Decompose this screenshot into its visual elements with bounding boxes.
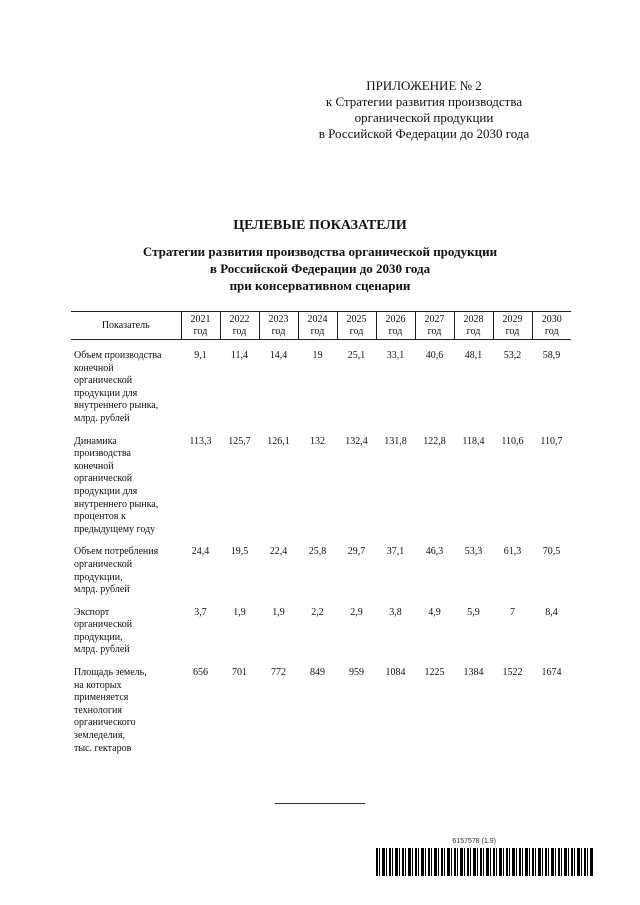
row-spacer-cell [71,426,571,436]
indicator-label-line: Динамика [74,435,117,447]
header-year-number: 2029 [502,314,523,325]
indicator-label-line: земледелия, [74,730,125,742]
header-year-word: год [232,326,247,337]
header-indicator: Показатель [71,312,181,340]
value-cell: 25,1 [347,350,366,361]
header-year-word: год [310,326,325,337]
value-cell: 53,2 [503,350,522,361]
value-cell: 53,3 [464,546,483,558]
header-year [259,312,298,340]
row-spacer-cell [71,536,571,546]
document-title: ЦЕЛЕВЫЕ ПОКАЗАТЕЛИ [233,218,407,233]
indicator-label [71,350,181,426]
header-year-word: год [466,326,481,337]
value-cell: 959 [349,667,364,679]
indicator-label-line: внутреннего рынка, [74,400,159,412]
document-subtitle [0,243,640,294]
indicator-label [71,436,181,537]
value-cell: 132,4 [345,435,368,447]
header-year-number: 2025 [346,314,367,325]
value-cell: 5,9 [467,606,480,618]
header-year [181,312,220,340]
indicator-label-line: производства [74,448,131,460]
value-cell: 2,2 [311,606,324,618]
value-cell: 131,8 [384,435,407,447]
table-row [71,607,571,657]
indicator-label-line: органической [74,473,133,485]
header-year [454,312,493,340]
table-row [71,350,571,426]
subtitle-line: при консервативном сценарии [229,278,411,293]
indicator-label-line: на которых [74,679,122,691]
value-cell: 48,1 [464,350,483,361]
barcode-block [376,838,594,878]
value-cell: 22,4 [269,546,288,558]
value-cell: 3,8 [389,606,402,618]
value-cell: 61,3 [503,546,522,558]
header-year-word: год [349,326,364,337]
row-spacer [71,340,571,351]
indicator-label [71,546,181,596]
value-cell: 1384 [463,667,484,679]
indicator-label-line: технология [74,704,122,716]
value-cell: 3,7 [194,606,207,618]
value-cell: 40,6 [425,350,444,361]
indicator-label-line: Объем потребления [74,546,159,558]
indicator-label-line: органической [74,558,133,570]
value-cell: 11,4 [230,350,249,361]
header-year-number: 2021 [190,314,211,325]
value-cell: 656 [193,667,208,679]
value-cell: 126,1 [267,435,290,447]
subtitle-line: в Российской Федерации до 2030 года [209,261,431,276]
footnote-divider [275,803,365,804]
value-cell: 14,4 [269,350,288,361]
header-year-word: год [505,326,520,337]
header-year-number: 2024 [307,314,328,325]
value-cell: 1674 [541,667,562,679]
value-cell: 132 [310,435,325,447]
value-cell: 849 [310,667,325,679]
value-cell: 1522 [502,667,523,679]
subtitle-line: Стратегии развития производства органической продукции [142,244,498,259]
header-year-word: год [193,326,208,337]
value-cell: 37,1 [386,546,405,558]
value-cell: 110,7 [540,435,563,447]
row-spacer [71,426,571,436]
indicator-label-line: млрд. рублей [74,644,130,656]
value-cell: 58,9 [542,350,561,361]
indicator-label-line: процентов к [74,511,126,523]
value-cell: 701 [232,667,247,679]
value-cell: 125,7 [228,435,251,447]
header-year-number: 2022 [229,314,250,325]
value-cell: 4,9 [428,606,441,618]
indicator-label-line: Площадь земель, [74,667,147,679]
header-year [532,312,571,340]
header-year [415,312,454,340]
barcode-number: 6157578 (1.9) [452,838,496,845]
header-year [337,312,376,340]
indicator-label-line: продукции для [74,485,138,497]
value-cell: 7 [510,606,515,618]
header-year-number: 2030 [541,314,562,325]
row-spacer-cell [71,597,571,607]
appendix-line: к Стратегии развития производства [325,94,523,109]
header-year-word: год [271,326,286,337]
appendix-number: ПРИЛОЖЕНИЕ № 2 [366,78,482,93]
header-year-number: 2026 [385,314,406,325]
header-year-number: 2028 [463,314,484,325]
row-spacer-cell [71,340,571,351]
indicator-label-line: продукции, [74,631,123,643]
row-spacer [71,755,571,765]
value-cell: 70,5 [542,546,561,558]
header-year-word: год [427,326,442,337]
header-year [493,312,532,340]
value-cell: 1,9 [272,606,285,618]
table-row [71,436,571,537]
value-cell: 772 [271,667,286,679]
indicator-label-line: органической [74,619,133,631]
value-cell: 122,8 [423,435,446,447]
value-cell: 33,1 [386,350,405,361]
indicator-label-line: органической [74,375,133,387]
appendix-line: органической продукции [354,110,494,125]
indicator-label [71,667,181,755]
value-cell: 25,8 [308,546,327,558]
header-year-word: год [544,326,559,337]
indicator-label-line: Объем производства [74,350,162,361]
value-cell: 1,9 [233,606,246,618]
indicator-label-line: продукции для [74,387,138,399]
header-year [220,312,259,340]
indicator-label-line: Экспорт [74,606,110,618]
indicator-label-line: предыдущему году [74,523,156,535]
indicators-table [71,311,571,765]
value-cell: 19 [312,350,323,361]
table-body [71,340,571,766]
indicator-label-line: органического [74,717,136,729]
indicator-label-line: млрд. рублей [74,584,130,596]
table-header-row [71,312,571,340]
header-year [298,312,337,340]
indicator-label-line: конечной [74,362,114,374]
value-cell: 118,4 [462,435,485,447]
indicator-label-line: конечной [74,460,114,472]
value-cell: 46,3 [425,546,444,558]
indicator-label-line: применяется [74,692,129,704]
indicator-label-line: внутреннего рынка, [74,498,159,510]
indicator-label-line: тыс. гектаров [74,742,132,754]
value-cell: 1225 [424,667,445,679]
header-year-word: год [388,326,403,337]
indicator-label-line: продукции, [74,571,123,583]
appendix-block [300,78,548,142]
table-row [71,667,571,755]
table-row [71,546,571,596]
value-cell: 113,3 [189,435,212,447]
barcode-image [376,848,594,876]
header-year-number: 2027 [424,314,445,325]
appendix-line: в Российской Федерации до 2030 года [318,126,530,141]
value-cell: 1084 [385,667,406,679]
header-year-number: 2023 [268,314,289,325]
value-cell: 9,1 [194,350,207,361]
value-cell: 19,5 [230,546,249,558]
row-spacer-cell [71,755,571,765]
row-spacer [71,597,571,607]
indicator-label-line: млрд. рублей [74,412,130,424]
value-cell: 2,9 [350,606,363,618]
row-spacer [71,657,571,667]
value-cell: 110,6 [501,435,524,447]
value-cell: 29,7 [347,546,366,558]
row-spacer [71,536,571,546]
row-spacer-cell [71,657,571,667]
header-year [376,312,415,340]
indicator-label [71,607,181,657]
value-cell: 24,4 [191,546,210,558]
value-cell: 8,4 [545,606,558,618]
